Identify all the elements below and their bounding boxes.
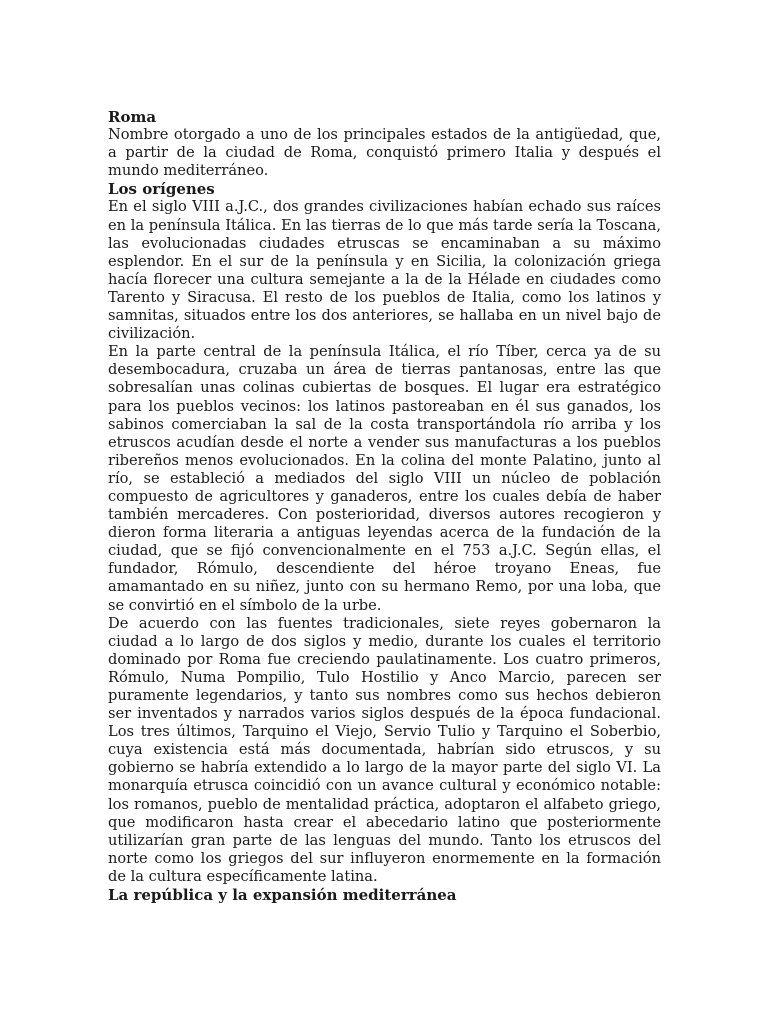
section-heading-republica: La república y la expansión mediterránea (108, 886, 457, 905)
section-heading-roma: Roma (108, 108, 157, 126)
paragraph-roma-definition: Nombre otorgado a uno de los principales estados de la antigüedad, que, a partir de la ciudad de Roma, conquistó primero Italia y después el mundo mediterráneo. (108, 126, 661, 180)
paragraph-origenes-3: De acuerdo con las fuentes tradicionales, siete reyes gobernaron la ciudad a lo largo de dos siglos y medio, durante los cuales el territorio dominado por Roma fue creciendo paulatinamente. Los cuatro primeros, Rómulo, Numa Pompilio, Tulo Hostilio y Anco Marcio, parecen ser puramente legendarios, y tanto sus nombres como sus hechos debieron ser inventados y narrados varios siglos después de la época fundacional. Los tres últimos, Tarquino el Viejo, Servio Tulio y Tarquino el Soberbio, cuya existencia está más documentada, habrían sido etruscos, y su gobierno se habría extendido a lo largo de la mayor parte del siglo VI. La monarquía etrusca coincidió con un avance cultural y económico notable: los romanos, pueblo de mentalidad práctica, adoptaron el alfabeto griego, que modificaron hasta crear el abecedario latino que posteriormente utilizarían gran parte de las lenguas del mundo. Tanto los etruscos del norte como los griegos del sur influyeron enormemente en la formación de la cultura específicamente latina. (108, 614, 661, 885)
section-heading-origenes: Los orígenes (108, 180, 215, 199)
paragraph-origenes-1: En el siglo VIII a.J.C., dos grandes civilizaciones habían echado sus raíces en la península Itálica. En las tierras de lo que más tarde sería la Toscana, las evolucionadas ciudades etruscas se encaminaban a su máximo esplendor. En el sur de la península y en Sicilia, la colonización griega hacía florecer una cultura semejante a la de la Hélade en ciudades como Tarento y Siracusa. El resto de los pueblos de Italia, como los latinos y samnitas, situados entre los dos anteriores, se hallaba en un nivel bajo de civilización. (108, 198, 661, 343)
document-page (108, 108, 661, 904)
paragraph-origenes-2: En la parte central de la península Itálica, el río Tíber, cerca ya de su desembocadura, cruzaba un área de tierras pantanosas, entre las que sobresalían unas colinas cubiertas de bosques. El lugar era estratégico para los pueblos vecinos: los latinos pastoreaban en él sus ganados, los sabinos comerciaban la sal de la costa transportándola río arriba y los etruscos acudían desde el norte a vender sus manufacturas a los pueblos ribereños menos evolucionados. En la colina del monte Palatino, junto al río, se estableció a mediados del siglo VIII un núcleo de población compuesto de agricultores y ganaderos, entre los cuales debía de haber también mercaderes. Con posterioridad, diversos autores recogieron y dieron forma literaria a antiguas leyendas acerca de la fundación de la ciudad, que se fijó convencionalmente en el 753 a.J.C. Según ellas, el fundador, Rómulo, descendiente del héroe troyano Eneas, fue amamantado en su niñez, junto con su hermano Remo, por una loba, que se convirtió en el símbolo de la urbe. (108, 343, 661, 614)
